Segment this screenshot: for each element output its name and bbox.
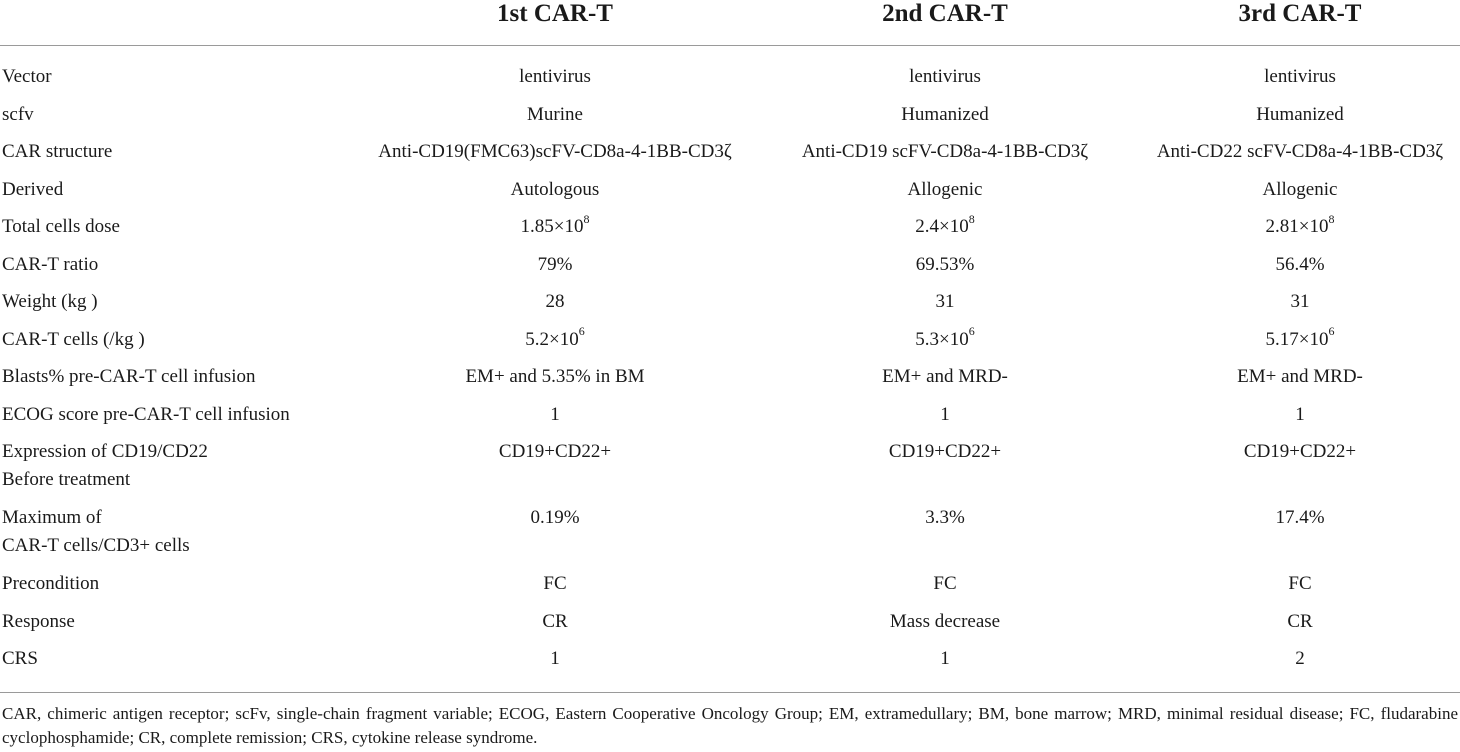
header-cell-3rd-car-t: 3rd CAR-T	[1238, 0, 1362, 27]
table-cell: lentivirus	[519, 66, 591, 87]
table-cell: 3.3%	[925, 507, 965, 528]
row-label	[0, 401, 360, 439]
table-cell: Allogenic	[1262, 178, 1338, 200]
table-cell: 0.19%	[530, 507, 580, 528]
row-label-line: Vector	[2, 66, 52, 87]
table-cell	[360, 326, 750, 364]
table-cell: Anti-CD22 scFV-CD8a-4-1BB-CD3ζ	[1156, 141, 1444, 162]
table-header	[0, 0, 1460, 46]
row-label-line: CAR structure	[2, 141, 113, 162]
cell-exponent: 6	[1328, 324, 1335, 339]
table-cell: FC	[1288, 573, 1312, 594]
cell-base: 5.2×10	[525, 328, 579, 350]
header-cell-2nd-car-t: 2nd CAR-T	[882, 0, 1008, 27]
row-label	[0, 608, 360, 646]
table-cell: 28	[545, 291, 565, 312]
table-cell: 31	[935, 291, 955, 312]
table-cell	[750, 213, 1140, 251]
table-cell: 2	[1295, 648, 1305, 669]
table-cell: Allogenic	[907, 178, 983, 200]
table-cell: EM+ and MRD-	[882, 366, 1008, 387]
table-row	[0, 401, 1460, 439]
table-cell: 1	[550, 403, 560, 425]
table-row	[0, 438, 1460, 504]
row-label-line: ECOG score pre-CAR-T cell infusion	[2, 403, 290, 425]
cell-base: 5.17×10	[1265, 328, 1329, 350]
row-label	[0, 63, 360, 101]
table-row	[0, 608, 1460, 646]
row-label-line: CAR-T cells (/kg )	[2, 328, 145, 350]
table-cell: 1	[1295, 403, 1305, 425]
cell-base: 2.4×10	[915, 216, 969, 237]
table-cell: lentivirus	[1264, 66, 1336, 87]
table-cell: CD19+CD22+	[1243, 441, 1357, 462]
table-cell: CD19+CD22+	[888, 441, 1002, 462]
cell-exponent: 6	[578, 324, 585, 339]
table-cell: Mass decrease	[889, 610, 1001, 632]
table-cell: Anti-CD19 scFV-CD8a-4-1BB-CD3ζ	[801, 141, 1089, 162]
table-cell: EM+ and 5.35% in BM	[465, 366, 645, 387]
cell-exponent: 8	[1328, 211, 1335, 226]
table-cell: Humanized	[1256, 103, 1344, 125]
row-label-line: Total cells dose	[2, 216, 120, 237]
table-row	[0, 176, 1460, 214]
row-label	[0, 363, 360, 401]
row-label-line: Weight (kg )	[2, 291, 98, 312]
table-cell: 56.4%	[1275, 253, 1325, 275]
row-label	[0, 138, 360, 176]
row-label	[0, 645, 360, 683]
row-label-line: Blasts% pre-CAR-T cell infusion	[2, 366, 256, 387]
cell-exponent: 8	[968, 211, 975, 226]
footnote-divider	[0, 692, 1460, 693]
table-cell: FC	[543, 573, 567, 594]
table-cell: 1	[940, 403, 950, 425]
table-row	[0, 645, 1460, 683]
table-row	[0, 251, 1460, 289]
row-label-line: scfv	[2, 103, 34, 125]
table-footnote: CAR, chimeric antigen receptor; scFv, single-chain fragment variable; ECOG, Eastern Cooperative Oncology Group; EM, extramedullary; BM, bone marrow; MRD, minimal residual disease; FC, fludarabine cyclophosphamide; CR, complete remission; CRS, cytokine release syndrome.	[2, 704, 1458, 747]
table-cell: EM+ and MRD-	[1237, 366, 1363, 387]
table-row	[0, 570, 1460, 608]
row-label	[0, 213, 360, 251]
table-row	[0, 326, 1460, 364]
table-cell: CR	[542, 610, 568, 632]
table-cell	[1140, 213, 1460, 251]
cell-base: 2.81×10	[1265, 216, 1329, 237]
row-label	[0, 570, 360, 608]
table-cell: lentivirus	[909, 66, 981, 87]
table-row	[0, 101, 1460, 139]
table-body	[0, 46, 1460, 683]
row-label	[0, 101, 360, 139]
row-label	[0, 326, 360, 364]
table-cell: 69.53%	[915, 253, 975, 275]
table-cell: Autologous	[510, 178, 600, 200]
cell-exponent: 8	[583, 211, 590, 226]
row-label-line: Response	[2, 610, 75, 632]
table-cell: 79%	[537, 253, 573, 275]
table-cell	[360, 213, 750, 251]
row-label-line: CRS	[2, 648, 38, 669]
row-label	[0, 176, 360, 214]
row-label-line: CAR-T cells/CD3+ cells	[2, 535, 190, 556]
table-row	[0, 363, 1460, 401]
cell-exponent: 6	[968, 324, 975, 339]
row-label	[0, 504, 360, 570]
table-cell: 31	[1290, 291, 1310, 312]
row-label-line: Derived	[2, 178, 64, 200]
table-cell: CR	[1287, 610, 1313, 632]
table-cell	[1140, 326, 1460, 364]
header-cell-1st-car-t: 1st CAR-T	[497, 0, 613, 27]
header-cell-blank	[0, 0, 360, 45]
table-cell: CD19+CD22+	[498, 441, 612, 462]
table-row	[0, 138, 1460, 176]
table-cell: Humanized	[901, 103, 989, 125]
row-label	[0, 288, 360, 326]
row-label	[0, 251, 360, 289]
row-label-line: Maximum of	[2, 507, 102, 528]
table-row	[0, 504, 1460, 570]
table-cell: Anti-CD19(FMC63)scFV-CD8a-4-1BB-CD3ζ	[378, 141, 732, 162]
table-cell: 1	[550, 648, 560, 669]
row-label-line: Precondition	[2, 573, 100, 594]
row-label-line: CAR-T ratio	[2, 253, 99, 275]
row-label	[0, 438, 360, 504]
row-label-line: Before treatment	[2, 469, 131, 490]
table-cell: FC	[933, 573, 957, 594]
table-row	[0, 288, 1460, 326]
table-row	[0, 213, 1460, 251]
cell-base: 5.3×10	[915, 328, 969, 350]
table-cell: 1	[940, 648, 950, 669]
cell-base: 1.85×10	[520, 216, 584, 237]
table-cell: Murine	[527, 103, 583, 125]
row-label-line: Expression of CD19/CD22	[2, 441, 208, 462]
table-cell	[750, 326, 1140, 364]
table-cell: 17.4%	[1275, 507, 1325, 528]
table-row	[0, 63, 1460, 101]
